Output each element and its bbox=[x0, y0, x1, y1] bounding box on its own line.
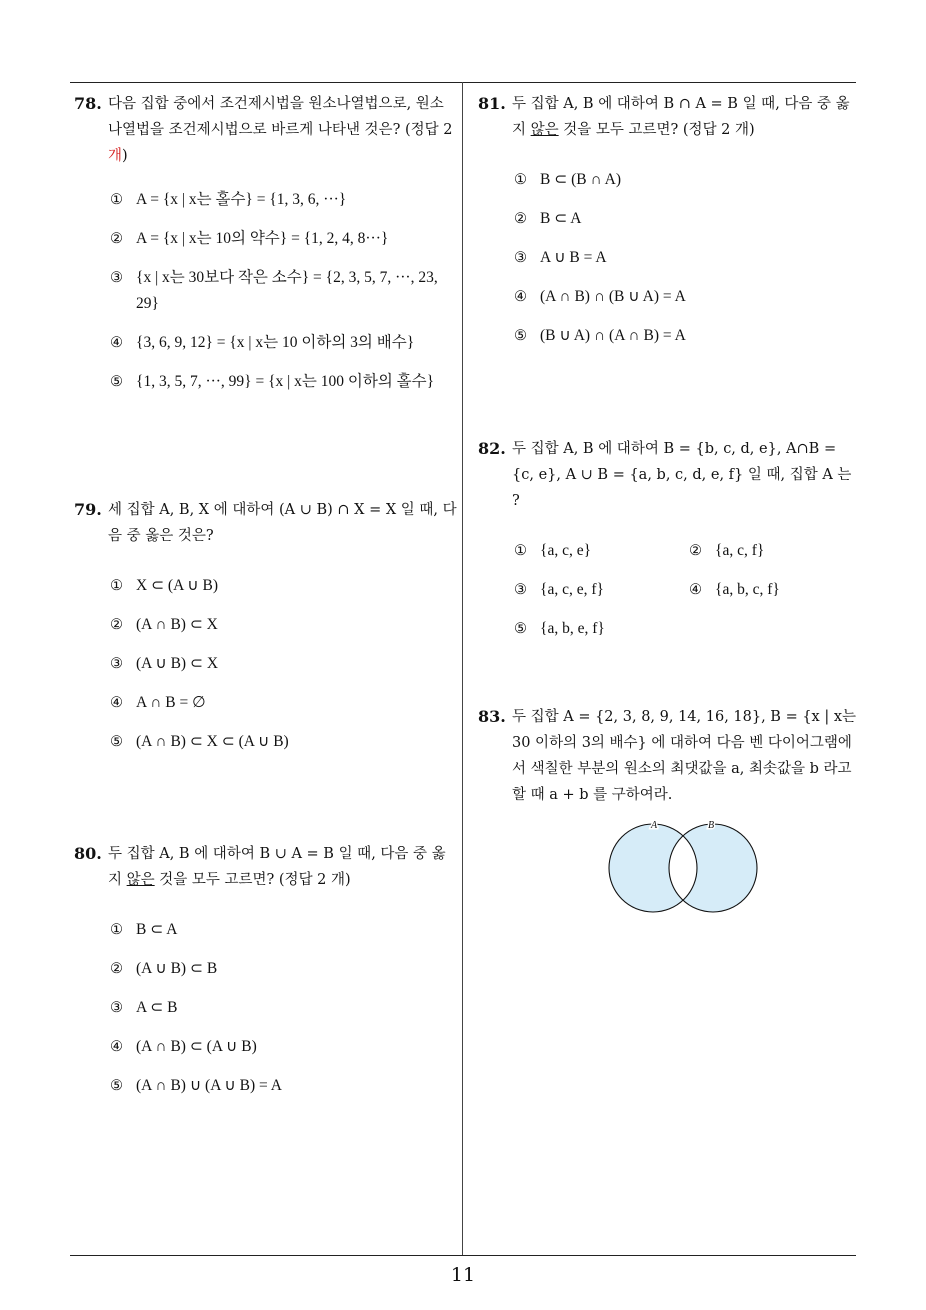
option-text: A = {x | x는 10의 약수} = {1, 2, 4, 8···} bbox=[136, 230, 389, 247]
option-text: (A ∪ B) ⊂ B bbox=[136, 960, 218, 977]
top-rule bbox=[70, 82, 856, 83]
problem-81 bbox=[478, 91, 860, 362]
option-5[interactable] bbox=[514, 323, 860, 349]
answer-options bbox=[514, 167, 860, 349]
option-number: ⑤ bbox=[110, 374, 123, 390]
option-number: ③ bbox=[110, 270, 123, 286]
problem-number: 82. bbox=[478, 439, 506, 458]
problem-83 bbox=[478, 704, 860, 808]
option-number: ③ bbox=[514, 582, 527, 598]
option-5[interactable] bbox=[110, 369, 458, 395]
option-number: ④ bbox=[514, 289, 527, 305]
problem-79 bbox=[74, 497, 458, 768]
option-number: ① bbox=[110, 578, 123, 594]
option-number: ⑤ bbox=[110, 734, 123, 750]
option-4[interactable] bbox=[110, 330, 458, 356]
venn-diagram bbox=[606, 818, 766, 918]
option-text: (B ∪ A) ∩ (A ∩ B) = A bbox=[540, 327, 686, 344]
option-4[interactable] bbox=[110, 1034, 458, 1060]
bottom-rule bbox=[70, 1255, 856, 1256]
problem-number: 78. bbox=[74, 94, 102, 113]
option-text: {3, 6, 9, 12} = {x | x는 10 이하의 3의 배수} bbox=[136, 334, 415, 351]
option-text: (A ∩ B) ∩ (B ∪ A) = A bbox=[540, 288, 686, 305]
answer-options bbox=[110, 917, 458, 1099]
option-text: X ⊂ (A ∪ B) bbox=[136, 577, 219, 594]
option-number: ⑤ bbox=[514, 328, 527, 344]
option-text: B ⊂ (B ∩ A) bbox=[540, 171, 622, 188]
problem-number: 80. bbox=[74, 844, 102, 863]
option-text: A ⊂ B bbox=[136, 999, 178, 1016]
problem-82-stem bbox=[478, 436, 860, 514]
option-1[interactable] bbox=[110, 573, 458, 599]
option-number: ⑤ bbox=[110, 1078, 123, 1094]
problem-80 bbox=[74, 841, 458, 1112]
column-divider bbox=[462, 82, 463, 1256]
option-text: {x | x는 30보다 작은 소수} = {2, 3, 5, 7, ···, 23, 29} bbox=[136, 269, 438, 312]
question-text: 다음 집합 중에서 조건제시법을 원소나열법으로, 원소 나열법을 조건제시법으로 바르게 나타낸 것은? (정답 2 bbox=[108, 96, 453, 138]
option-number: ④ bbox=[110, 1039, 123, 1055]
option-number: ③ bbox=[110, 1000, 123, 1016]
option-text: A = {x | x는 홀수} = {1, 3, 6, ···} bbox=[136, 191, 347, 208]
option-number: ② bbox=[689, 543, 702, 559]
option-2[interactable] bbox=[110, 226, 458, 252]
problem-number: 81. bbox=[478, 94, 506, 113]
page-number: 11 bbox=[450, 1264, 476, 1286]
option-text: A ∩ B = ∅ bbox=[136, 694, 206, 711]
option-1[interactable] bbox=[514, 538, 689, 564]
question-text: 세 집합 A, B, X 에 대하여 (A ∪ B) ∩ X = X 일 때, 다음 중 옳은 것은? bbox=[108, 502, 457, 544]
venn-label-a: A bbox=[651, 820, 658, 831]
question-text-highlight: 개 bbox=[108, 148, 123, 164]
option-3[interactable] bbox=[514, 245, 860, 271]
option-number: ③ bbox=[514, 250, 527, 266]
question-text: 두 집합 A = {2, 3, 8, 9, 14, 16, 18}, B = {x | x는 30 이하의 3의 배수} 에 대하여 다음 벤 다이어그램에서 색칠한 부분의 원소의 최댓값을 a, 최솟값을 b 라고 할 때 a + b 를 구하여라. bbox=[512, 709, 857, 803]
option-4[interactable] bbox=[110, 690, 458, 716]
question-text: 두 집합 A, B 에 대하여 B = {b, c, d, e}, A∩B = {c, e}, A ∪ B = {a, b, c, d, e, f} 일 때, 집합 A 는 ? bbox=[512, 441, 852, 509]
problem-78-stem bbox=[74, 91, 458, 169]
question-text-end: 것을 모두 고르면? (정답 2 개) bbox=[558, 122, 755, 138]
problem-82 bbox=[478, 436, 860, 642]
option-number: ② bbox=[110, 961, 123, 977]
option-3[interactable] bbox=[110, 265, 458, 317]
option-1[interactable] bbox=[110, 917, 458, 943]
option-2[interactable] bbox=[110, 956, 458, 982]
option-text: B ⊂ A bbox=[540, 210, 582, 227]
option-4[interactable] bbox=[689, 577, 864, 603]
question-text-end: 것을 모두 고르면? (정답 2 개) bbox=[154, 872, 351, 888]
option-number: ④ bbox=[110, 335, 123, 351]
option-text: (A ∩ B) ⊂ X ⊂ (A ∪ B) bbox=[136, 733, 289, 750]
option-5[interactable] bbox=[110, 729, 458, 755]
problem-79-stem bbox=[74, 497, 458, 549]
answer-options bbox=[110, 187, 458, 395]
option-text: {a, b, e, f} bbox=[540, 620, 605, 637]
option-number: ③ bbox=[110, 656, 123, 672]
option-number: ② bbox=[110, 231, 123, 247]
problem-83-stem bbox=[478, 704, 860, 808]
question-text: 두 집합 A, B 에 대하여 B ∪ A = B 일 때, 다음 중 옳지 bbox=[108, 846, 446, 888]
option-text: {a, b, c, f} bbox=[715, 581, 780, 598]
option-text: (A ∩ B) ⊂ X bbox=[136, 616, 218, 633]
option-5[interactable] bbox=[110, 1073, 458, 1099]
answer-options bbox=[110, 573, 458, 755]
option-text: (A ∩ B) ⊂ (A ∪ B) bbox=[136, 1038, 257, 1055]
option-text: {a, c, f} bbox=[715, 542, 765, 559]
question-text: 두 집합 A, B 에 대하여 B ∩ A = B 일 때, 다음 중 옳지 bbox=[512, 96, 850, 138]
option-number: ② bbox=[514, 211, 527, 227]
option-text: A ∪ B = A bbox=[540, 249, 607, 266]
option-2[interactable] bbox=[514, 206, 860, 232]
option-1[interactable] bbox=[110, 187, 458, 213]
option-3[interactable] bbox=[514, 577, 689, 603]
venn-label-b: B bbox=[708, 820, 715, 831]
problem-80-stem bbox=[74, 841, 458, 893]
question-text-end: ) bbox=[122, 148, 128, 164]
option-number: ② bbox=[110, 617, 123, 633]
option-number: ① bbox=[514, 172, 527, 188]
option-text: (A ∪ B) ⊂ X bbox=[136, 655, 219, 672]
problem-81-stem bbox=[478, 91, 860, 143]
option-3[interactable] bbox=[110, 651, 458, 677]
option-text: B ⊂ A bbox=[136, 921, 178, 938]
option-5[interactable] bbox=[514, 616, 689, 642]
answer-options bbox=[514, 538, 860, 642]
problem-number: 79. bbox=[74, 500, 102, 519]
option-number: ① bbox=[110, 922, 123, 938]
option-number: ① bbox=[110, 192, 123, 208]
option-number: ④ bbox=[110, 695, 123, 711]
option-4[interactable] bbox=[514, 284, 860, 310]
option-1[interactable] bbox=[514, 167, 860, 193]
option-2[interactable] bbox=[689, 538, 864, 564]
option-text: (A ∩ B) ∪ (A ∪ B) = A bbox=[136, 1077, 282, 1094]
option-number: ④ bbox=[689, 582, 702, 598]
problem-78 bbox=[74, 91, 458, 408]
option-number: ⑤ bbox=[514, 621, 527, 637]
option-number: ① bbox=[514, 543, 527, 559]
question-text-underlined: 않은 bbox=[126, 872, 155, 888]
question-text-underlined: 않은 bbox=[530, 122, 559, 138]
option-3[interactable] bbox=[110, 995, 458, 1021]
problem-number: 83. bbox=[478, 707, 506, 726]
option-text: {1, 3, 5, 7, ···, 99} = {x | x는 100 이하의 홀수} bbox=[136, 373, 435, 390]
option-2[interactable] bbox=[110, 612, 458, 638]
option-text: {a, c, e, f} bbox=[540, 581, 604, 598]
option-text: {a, c, e} bbox=[540, 542, 592, 559]
